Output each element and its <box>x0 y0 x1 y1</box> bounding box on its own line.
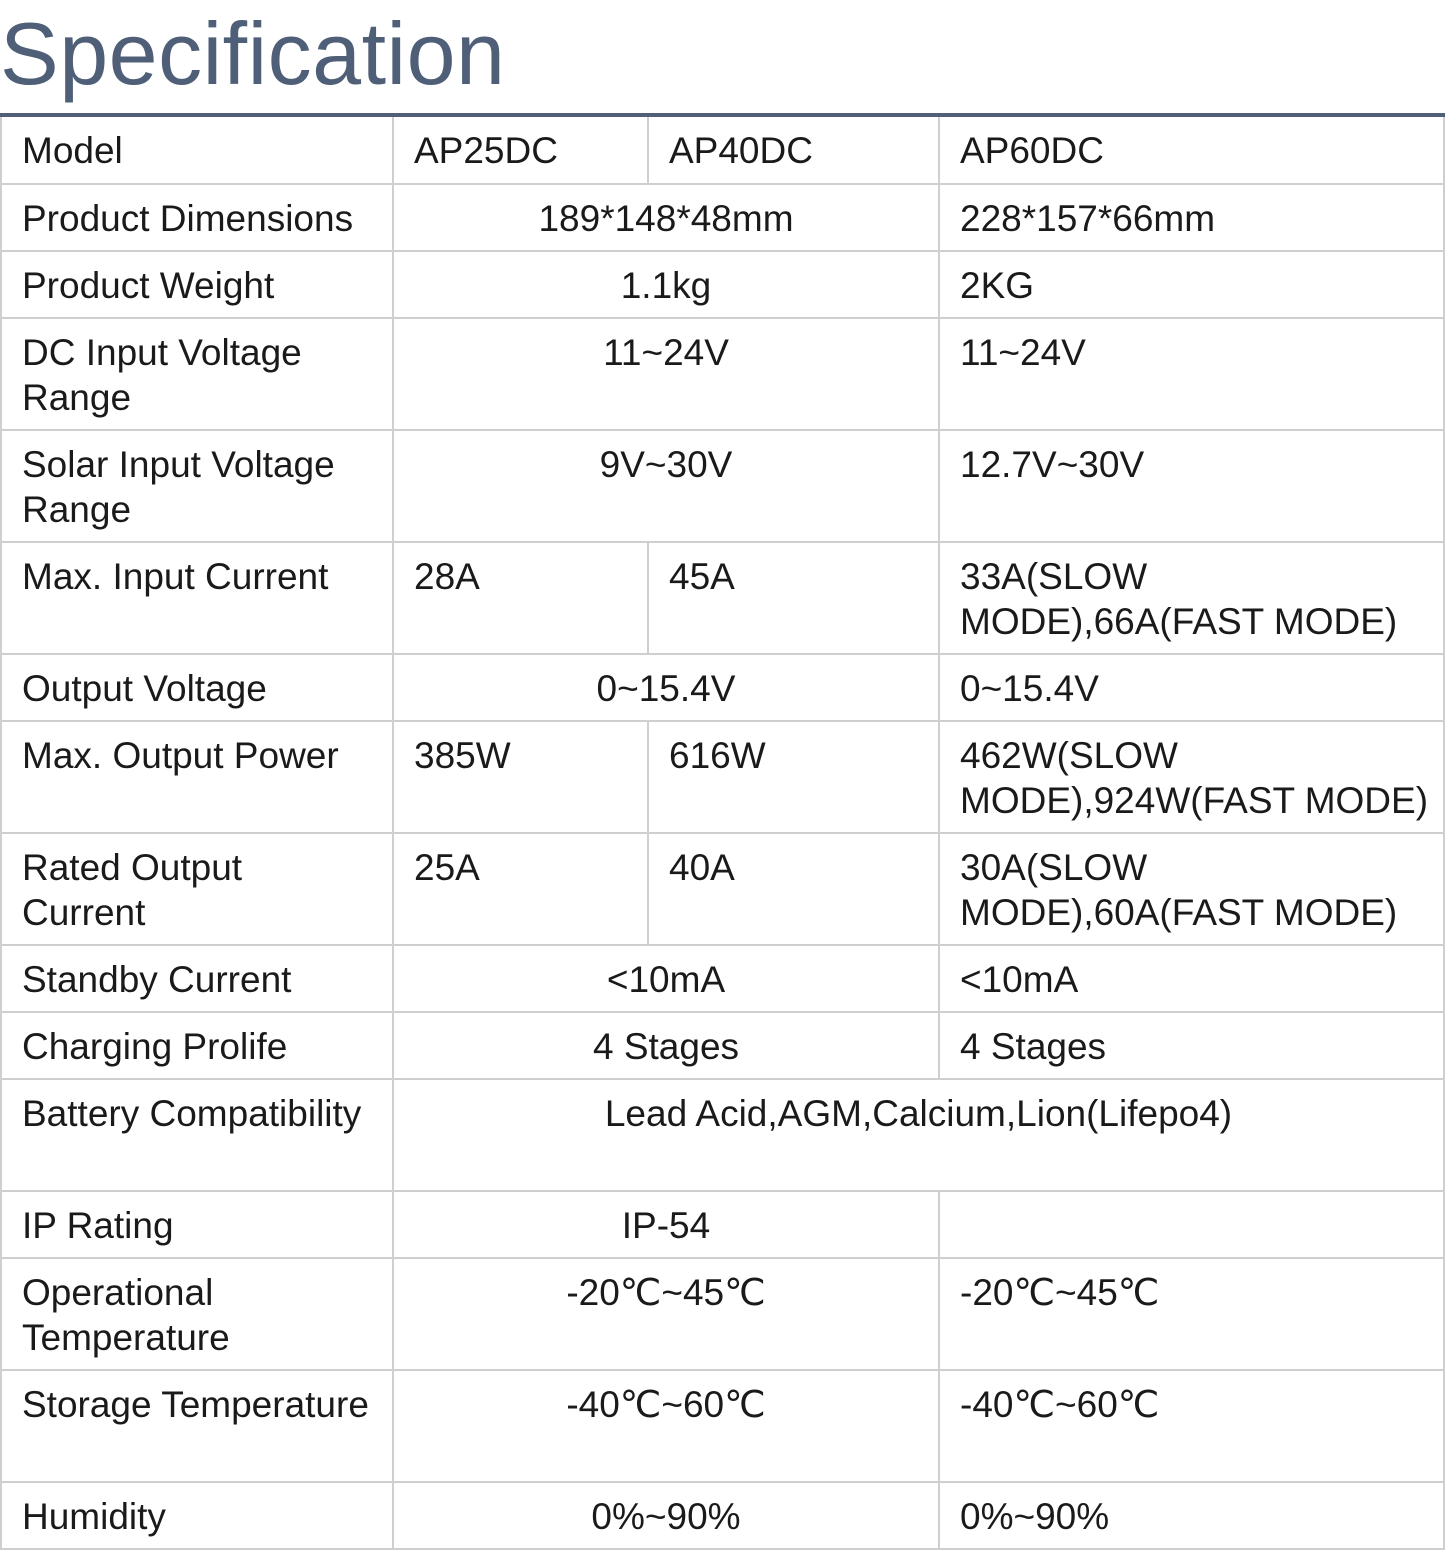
table-row <box>1 318 1444 430</box>
table-row <box>1 654 1444 721</box>
cell-ap25dc: 28A <box>393 542 648 654</box>
cell-ap25dc-ap40dc: -40℃~60℃ <box>393 1370 939 1482</box>
cell-ap25dc-ap40dc: IP-54 <box>393 1191 939 1258</box>
row-label: Max. Input Current <box>1 542 393 654</box>
cell-ap40dc: 45A <box>648 542 939 654</box>
table-row <box>1 1482 1444 1549</box>
table-row <box>1 1258 1444 1370</box>
cell-ap60dc: 30A(SLOW MODE),60A(FAST MODE) <box>939 833 1444 945</box>
table-row <box>1 721 1444 833</box>
cell-ap60dc: <10mA <box>939 945 1444 1012</box>
spec-table <box>0 117 1445 1550</box>
table-row <box>1 1079 1444 1191</box>
cell-ap25dc-ap40dc: 11~24V <box>393 318 939 430</box>
row-label: Humidity <box>1 1482 393 1549</box>
cell-ap25dc-ap40dc: 189*148*48mm <box>393 184 939 251</box>
cell-ap60dc: 228*157*66mm <box>939 184 1444 251</box>
row-label: Storage Temperature <box>1 1370 393 1482</box>
row-label: Operational Temperature <box>1 1258 393 1370</box>
table-row <box>1 1012 1444 1079</box>
cell-ap60dc: 4 Stages <box>939 1012 1444 1079</box>
table-row <box>1 117 1444 184</box>
table-row <box>1 945 1444 1012</box>
cell-ap40dc: 40A <box>648 833 939 945</box>
table-row <box>1 833 1444 945</box>
row-label: DC Input Voltage Range <box>1 318 393 430</box>
cell-ap40dc: 616W <box>648 721 939 833</box>
cell-ap60dc <box>939 1191 1444 1258</box>
cell-ap40dc: AP40DC <box>648 117 939 184</box>
cell-ap25dc-ap40dc: 9V~30V <box>393 430 939 542</box>
cell-ap25dc: AP25DC <box>393 117 648 184</box>
cell-ap60dc: 11~24V <box>939 318 1444 430</box>
cell-all-models: Lead Acid,AGM,Calcium,Lion(Lifepo4) <box>393 1079 1444 1191</box>
cell-ap60dc: 0%~90% <box>939 1482 1444 1549</box>
cell-ap25dc-ap40dc: -20℃~45℃ <box>393 1258 939 1370</box>
table-row <box>1 1191 1444 1258</box>
cell-ap60dc: 33A(SLOW MODE),66A(FAST MODE) <box>939 542 1444 654</box>
cell-ap60dc: -40℃~60℃ <box>939 1370 1444 1482</box>
row-label: Model <box>1 117 393 184</box>
table-row <box>1 184 1444 251</box>
row-label: Solar Input Voltage Range <box>1 430 393 542</box>
cell-ap60dc: 2KG <box>939 251 1444 318</box>
cell-ap60dc: 12.7V~30V <box>939 430 1444 542</box>
table-row <box>1 1370 1444 1482</box>
row-label: Rated Output Current <box>1 833 393 945</box>
row-label: IP Rating <box>1 1191 393 1258</box>
cell-ap25dc-ap40dc: 0%~90% <box>393 1482 939 1549</box>
row-label: Max. Output Power <box>1 721 393 833</box>
row-label: Charging Prolife <box>1 1012 393 1079</box>
table-row <box>1 542 1444 654</box>
row-label: Product Weight <box>1 251 393 318</box>
cell-ap60dc: 0~15.4V <box>939 654 1444 721</box>
cell-ap25dc: 385W <box>393 721 648 833</box>
cell-ap60dc: -20℃~45℃ <box>939 1258 1444 1370</box>
row-label: Output Voltage <box>1 654 393 721</box>
cell-ap25dc-ap40dc: 4 Stages <box>393 1012 939 1079</box>
cell-ap60dc: 462W(SLOW MODE),924W(FAST MODE) <box>939 721 1444 833</box>
cell-ap25dc: 25A <box>393 833 648 945</box>
cell-ap25dc-ap40dc: <10mA <box>393 945 939 1012</box>
table-row <box>1 430 1444 542</box>
cell-ap60dc: AP60DC <box>939 117 1444 184</box>
row-label: Standby Current <box>1 945 393 1012</box>
page-title: Specification <box>0 4 506 103</box>
cell-ap25dc-ap40dc: 1.1kg <box>393 251 939 318</box>
row-label: Battery Compatibility <box>1 1079 393 1191</box>
row-label: Product Dimensions <box>1 184 393 251</box>
cell-ap25dc-ap40dc: 0~15.4V <box>393 654 939 721</box>
table-row <box>1 251 1444 318</box>
